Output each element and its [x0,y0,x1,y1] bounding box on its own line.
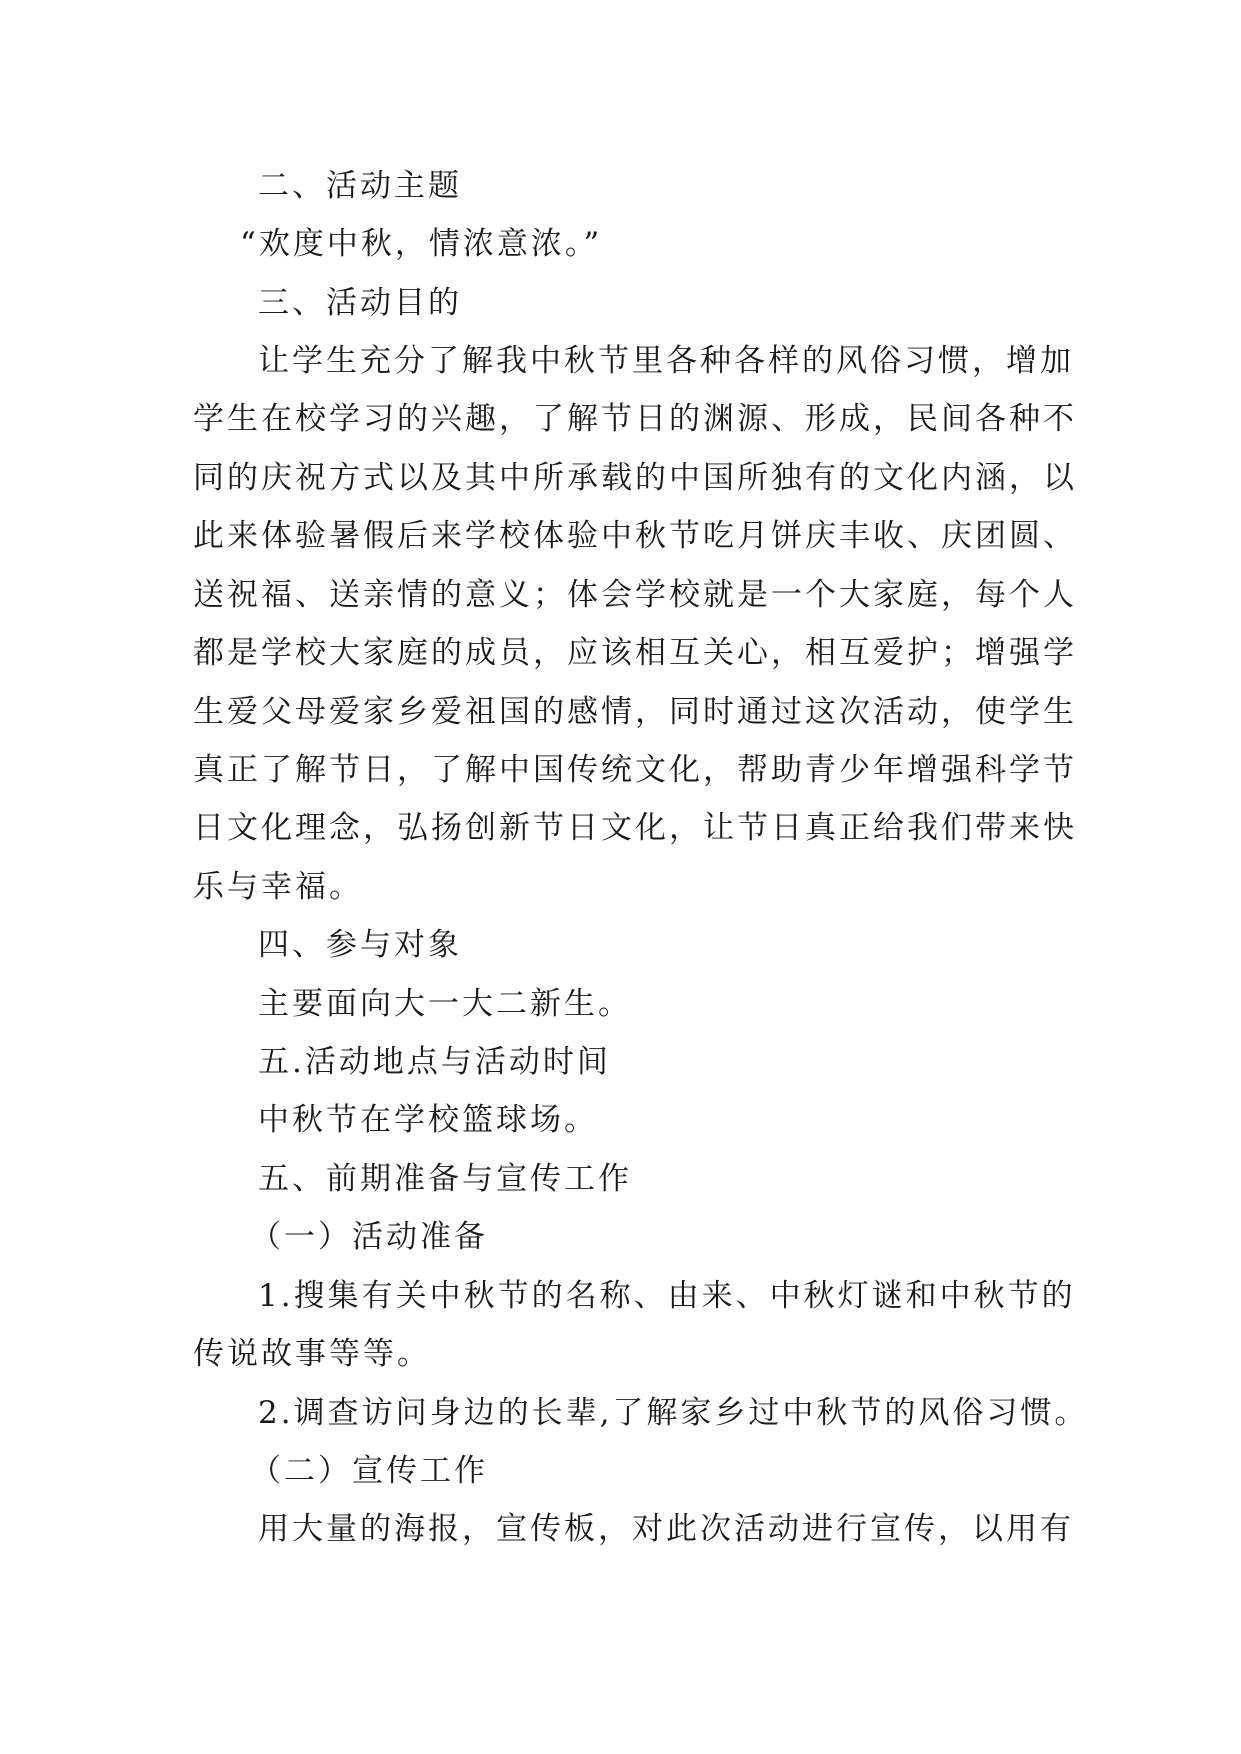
purpose-line: 生爱父母爱家乡爱祖国的感情，同时通过这次活动，使学生 [193,694,1077,730]
purpose-line: 学生在校学习的兴趣，了解节日的渊源、形成，民间各种不 [193,401,1077,437]
purpose-line: 让学生充分了解我中秋节里各种各样的风俗习惯，增加 [258,343,1074,379]
list-item: 1.搜集有关中秋节的名称、由来、中秋灯谜和中秋节的 [258,1278,1076,1314]
section-heading-preparation: 五、前期准备与宣传工作 [258,1161,632,1197]
list-item: 2.调查访问身边的长辈,了解家乡过中秋节的风俗习惯。 [258,1395,1089,1431]
purpose-line: 乐与幸福。 [193,869,363,905]
purpose-line: 同的庆祝方式以及其中所承载的中国所独有的文化内涵，以 [193,460,1077,496]
subsection-heading-publicity: （二）宣传工作 [250,1453,488,1489]
subsection-heading-activity-prep: （一）活动准备 [250,1219,488,1255]
purpose-line: 送祝福、送亲情的意义；体会学校就是一个大家庭，每个人 [193,577,1077,613]
purpose-line: 此来体验暑假后来学校体验中秋节吃月饼庆丰收、庆团圆、 [193,518,1077,554]
theme-text: “欢度中秋，情浓意浓。” [240,226,603,262]
list-item-continuation: 传说故事等等。 [193,1336,431,1372]
purpose-line: 都是学校大家庭的成员，应该相互关心，相互爱护；增强学 [193,635,1077,671]
section-heading-participants: 四、参与对象 [258,927,462,963]
publicity-text: 用大量的海报，宣传板，对此次活动进行宣传，以用有 [258,1511,1074,1547]
purpose-line: 真正了解节日，了解中国传统文化，帮助青少年增强科学节 [193,752,1077,788]
section-heading-purpose: 三、活动目的 [258,285,462,321]
section-heading-location-time: 五.活动地点与活动时间 [258,1044,611,1080]
location-text: 中秋节在学校篮球场。 [258,1102,598,1138]
section-heading-theme: 二、活动主题 [258,168,462,204]
purpose-line: 日文化理念，弘扬创新节日文化，让节日真正给我们带来快 [193,810,1077,846]
participants-text: 主要面向大一大二新生。 [258,986,632,1022]
